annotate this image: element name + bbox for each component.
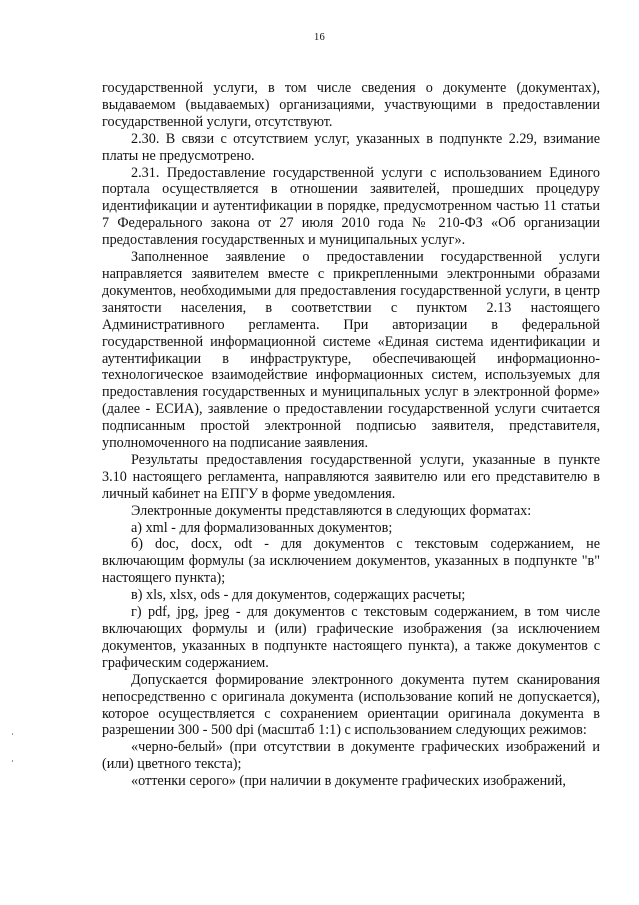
list-item-xml: а) xml - для формализованных документов; <box>131 519 393 536</box>
paragraph-formats-intro: Электронные документы представляются в следующих форматах: <box>131 502 532 519</box>
list-item-pdf: г) pdf, jpg, jpeg - для документов с текстовым содержанием, в том числе включающих формулы и (или) графические изображения (за исключением документов, указанных в подпункте настоящего пункта), а также документов с графическим содержанием. <box>102 604 600 671</box>
paragraph-application-submission: Заполненное заявление о предоставлении государственной услуги направляется заявителем вместе с прикрепленными электронными образами документов, необходимыми для предоставления государственной услуги, в центр занятости населения, в соответствии с пунктом 2.13 настоящего Административного регламента. При авторизации в федеральной государственной информационной системе «Единая система идентификации и аутентификации в инфраструктуре, обеспечивающей информационно-технологическое взаимодействие информационных систем, используемых для предоставления государственных и муниципальных услуг в электронной форме» (далее - ЕСИА), заявление о предоставлении государственной услуги считается подписанным простой электронной подписью заявителя, представителя, уполномоченного на подписание заявления. <box>102 249 600 452</box>
paragraph-2-31: 2.31. Предоставление государственной услуги с использованием Единого портала осуществляется в отношении заявителей, прошедших процедуру идентификации и аутентификации в порядке, предусмотренном частью 11 статьи 7 Федерального закона от 27 июля 2010 года № 210-ФЗ «Об организации предоставления государственных и муниципальных услуг». <box>102 164 600 249</box>
document-body <box>102 80 600 790</box>
scan-speck <box>12 733 13 735</box>
paragraph-continuation: государственной услуги, в том числе сведения о документе (документах), выдаваемом (выдаваемых) организациями, участвующими в предоставлении государственной услуги, отсутствуют. <box>102 80 600 130</box>
list-item-xls: в) xls, xlsx, ods - для документов, содержащих расчеты; <box>131 587 466 604</box>
list-item-doc: б) doc, docx, odt - для документов с текстовым содержанием, не включающим формулы (за исключением документов, указанных в подпункте "в" настоящего пункта); <box>102 536 600 587</box>
paragraph-scanning: Допускается формирование электронного документа путем сканирования непосредственно с оригинала документа (использование копий не допускается), которое осуществляется с сохранением ориентации оригинала документа в разрешении 300 - 500 dpi (масштаб 1:1) с использованием следующих режимов: <box>102 671 600 739</box>
list-item-grayscale: «оттенки серого» (при наличии в документе графических изображений, <box>131 773 566 790</box>
paragraph-results: Результаты предоставления государственной услуги, указанные в пункте 3.10 настоящего регламента, направляются заявителю или его представителю в личный кабинет на ЕПГУ в форме уведомления. <box>102 451 600 502</box>
list-item-black-white: «черно-белый» (при отсутствии в документе графических изображений и (или) цветного текста); <box>102 739 600 773</box>
paragraph-2-30: 2.30. В связи с отсутствием услуг, указанных в подпункте 2.29, взимание платы не предусмотрено. <box>102 130 600 164</box>
scan-speck <box>12 760 13 762</box>
page-number: 16 <box>313 32 326 43</box>
